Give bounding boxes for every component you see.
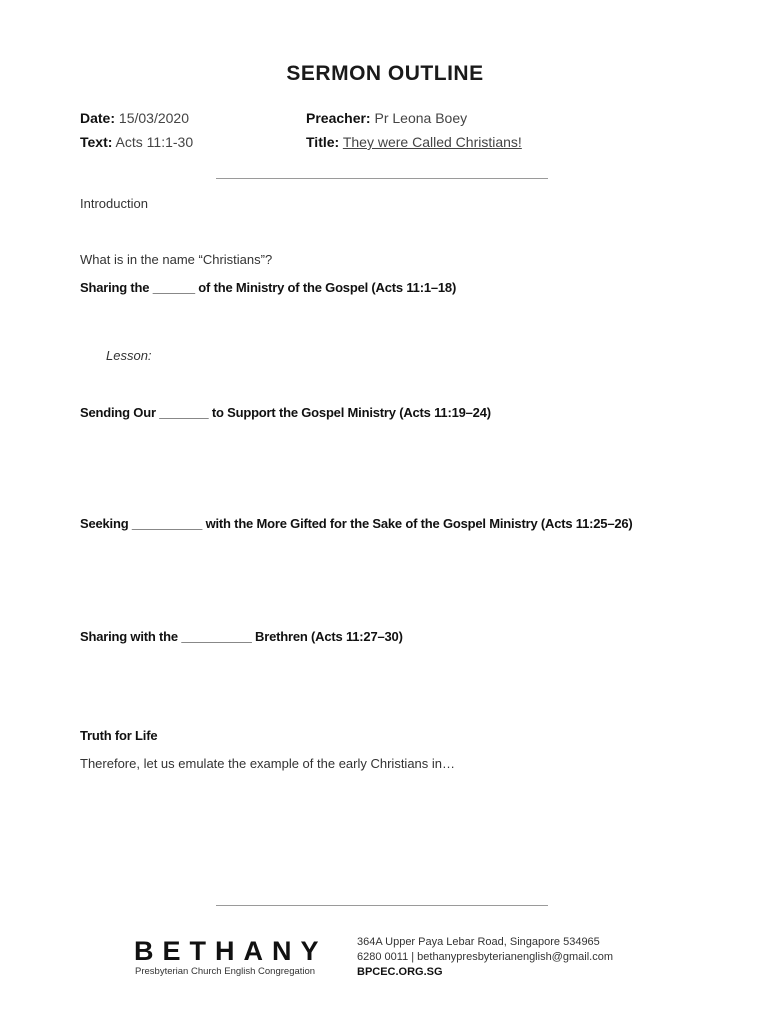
date-value: 15/03/2020 <box>118 110 189 126</box>
point-1-heading: Sharing the ______ of the Ministry of the Gospel (Acts 11:1–18) <box>80 280 457 295</box>
truth-for-life-text: Therefore, let us emulate the example of the early Christians in… <box>80 756 456 771</box>
point-2-heading: Sending Our _______ to Support the Gospel Ministry (Acts 11:19–24) <box>80 405 491 420</box>
top-divider <box>216 178 548 179</box>
bottom-divider <box>216 905 548 906</box>
website: BPCEC.ORG.SG <box>357 966 443 978</box>
sermon-title-value: They were Called Christians! <box>342 134 522 150</box>
truth-for-life-heading: Truth for Life <box>80 728 158 743</box>
text-line <box>80 134 193 150</box>
date-line <box>80 110 189 126</box>
bethany-logo-subtitle: Presbyterian Church English Congregation <box>135 966 316 977</box>
introduction-label: Introduction <box>80 196 148 211</box>
preacher-line <box>306 110 467 126</box>
name-question: What is in the name “Christians”? <box>80 252 273 267</box>
date-label: Date: <box>80 110 116 126</box>
text-value: Acts 11:1-30 <box>115 134 194 150</box>
preacher-value: Pr Leona Boey <box>374 110 468 126</box>
preacher-label: Preacher: <box>306 110 371 126</box>
sermon-title-line <box>306 134 522 150</box>
page-title: SERMON OUTLINE <box>286 62 484 85</box>
sermon-title-label: Title: <box>306 134 340 150</box>
phone-email: 6280 0011 | bethanypresbyterianenglish@gmail.com <box>357 951 613 963</box>
text-label: Text: <box>80 134 113 150</box>
point-4-heading: Sharing with the __________ Brethren (Acts 11:27–30) <box>80 629 403 644</box>
point-3-heading: Seeking __________ with the More Gifted for the Sake of the Gospel Ministry (Acts 11:25–26) <box>80 516 633 531</box>
lesson-label: Lesson: <box>106 348 152 363</box>
contact-block <box>357 935 613 980</box>
address: 364A Upper Paya Lebar Road, Singapore 534965 <box>357 936 600 948</box>
bethany-logo: BETHANY <box>134 936 328 966</box>
